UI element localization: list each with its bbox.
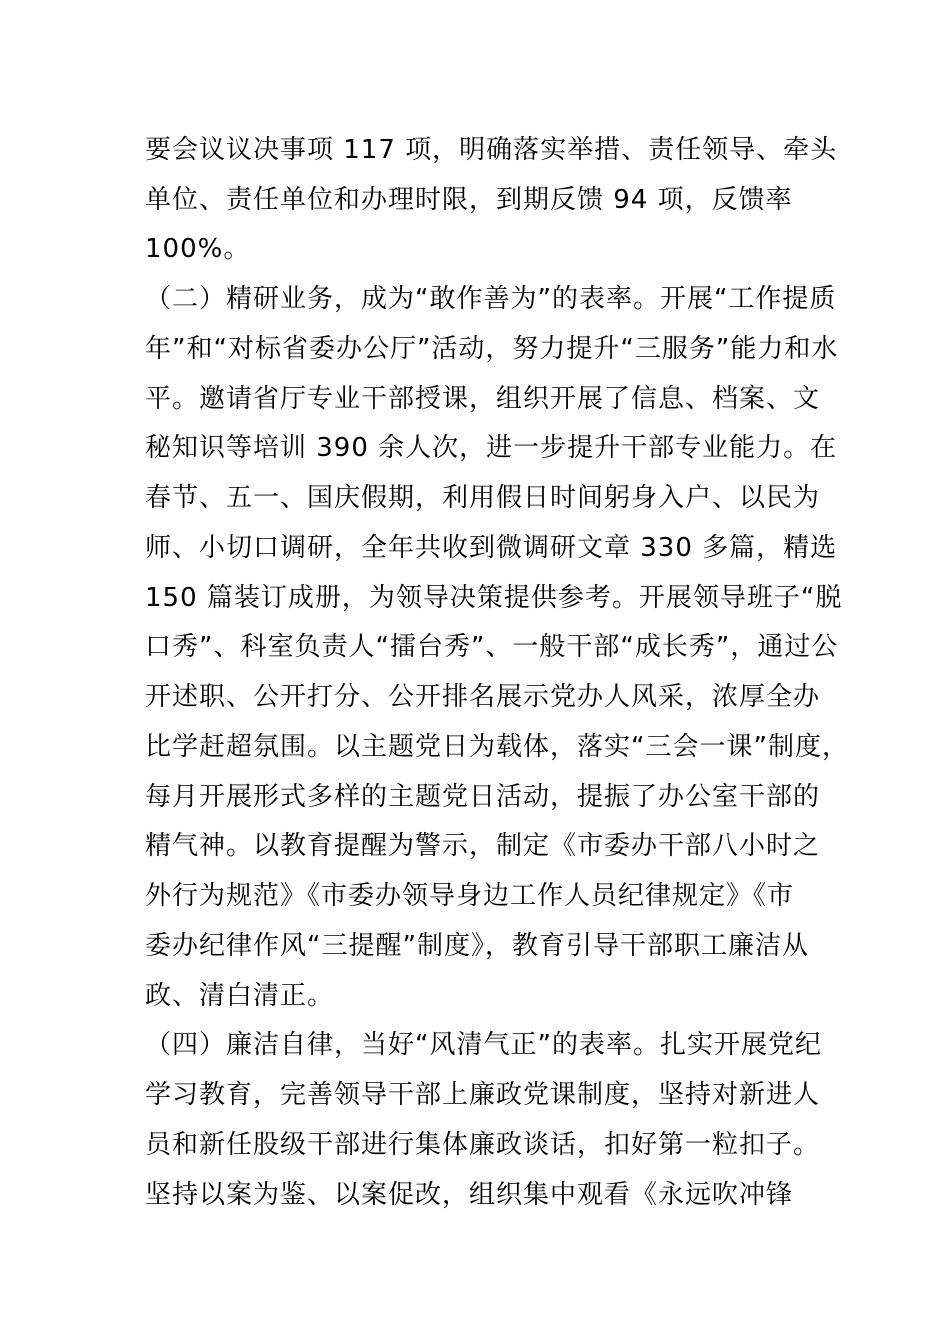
text-line: 比学赶超氛围。以主题党日为载体，落实“三会一课”制度， bbox=[145, 732, 849, 762]
text-line: 150 篇装订成册，为领导决策提供参考。开展领导班子“脱 bbox=[145, 583, 843, 613]
text-line: 年”和“对标省委办公厅”活动，努力提升“三服务”能力和水 bbox=[145, 334, 839, 364]
text-line: 100%。 bbox=[145, 234, 251, 264]
text-line: 精气神。以教育提醒为警示，制定《市委办干部八小时之 bbox=[145, 831, 821, 861]
section-heading-line: （二）精研业务，成为“敢作善为”的表率。开展“工作提质 bbox=[145, 284, 837, 314]
text-line: 学习教育，完善领导干部上廉政党课制度，坚持对新进人 bbox=[145, 1080, 821, 1110]
text-line: 口秀”、科室负责人“擂台秀”、一般干部“成长秀”，通过公 bbox=[145, 632, 839, 662]
text-line: 师、小切口调研，全年共收到微调研文章 330 多篇，精选 bbox=[145, 533, 838, 563]
text-line: 春节、五一、国庆假期，利用假日时间躬身入户、以民为 bbox=[145, 483, 821, 513]
text-line: 委办纪律作风“三提醒”制度》，教育引导干部职工廉洁从 bbox=[145, 931, 809, 961]
text-line: 平。邀请省厅专业干部授课，组织开展了信息、档案、文 bbox=[145, 384, 821, 414]
text-line: 要会议议决事项 117 项，明确落实举措、责任领导、牵头 bbox=[145, 135, 838, 165]
text-line: 坚持以案为鉴、以案促改，组织集中观看《永远吹冲锋 bbox=[145, 1180, 794, 1210]
text-line: 单位、责任单位和办理时限，到期反馈 94 项，反馈率 bbox=[145, 185, 793, 215]
text-line: 政、清白清正。 bbox=[145, 981, 335, 1011]
text-line: 外行为规范》《市委办领导身边工作人员纪律规定》《市 bbox=[145, 881, 795, 911]
text-line: 员和新任股级干部进行集体廉政谈话，扣好第一粒扣子。 bbox=[145, 1130, 821, 1160]
section-heading-line: （四）廉洁自律，当好“风清气正”的表率。扎实开展党纪 bbox=[145, 1030, 822, 1060]
text-line: 秘知识等培训 390 余人次，进一步提升干部专业能力。在 bbox=[145, 433, 838, 463]
text-line: 开述职、公开打分、公开排名展示党办人风采，浓厚全办 bbox=[145, 682, 821, 712]
text-line: 每月开展形式多样的主题党日活动，提振了办公室干部的 bbox=[145, 782, 821, 812]
